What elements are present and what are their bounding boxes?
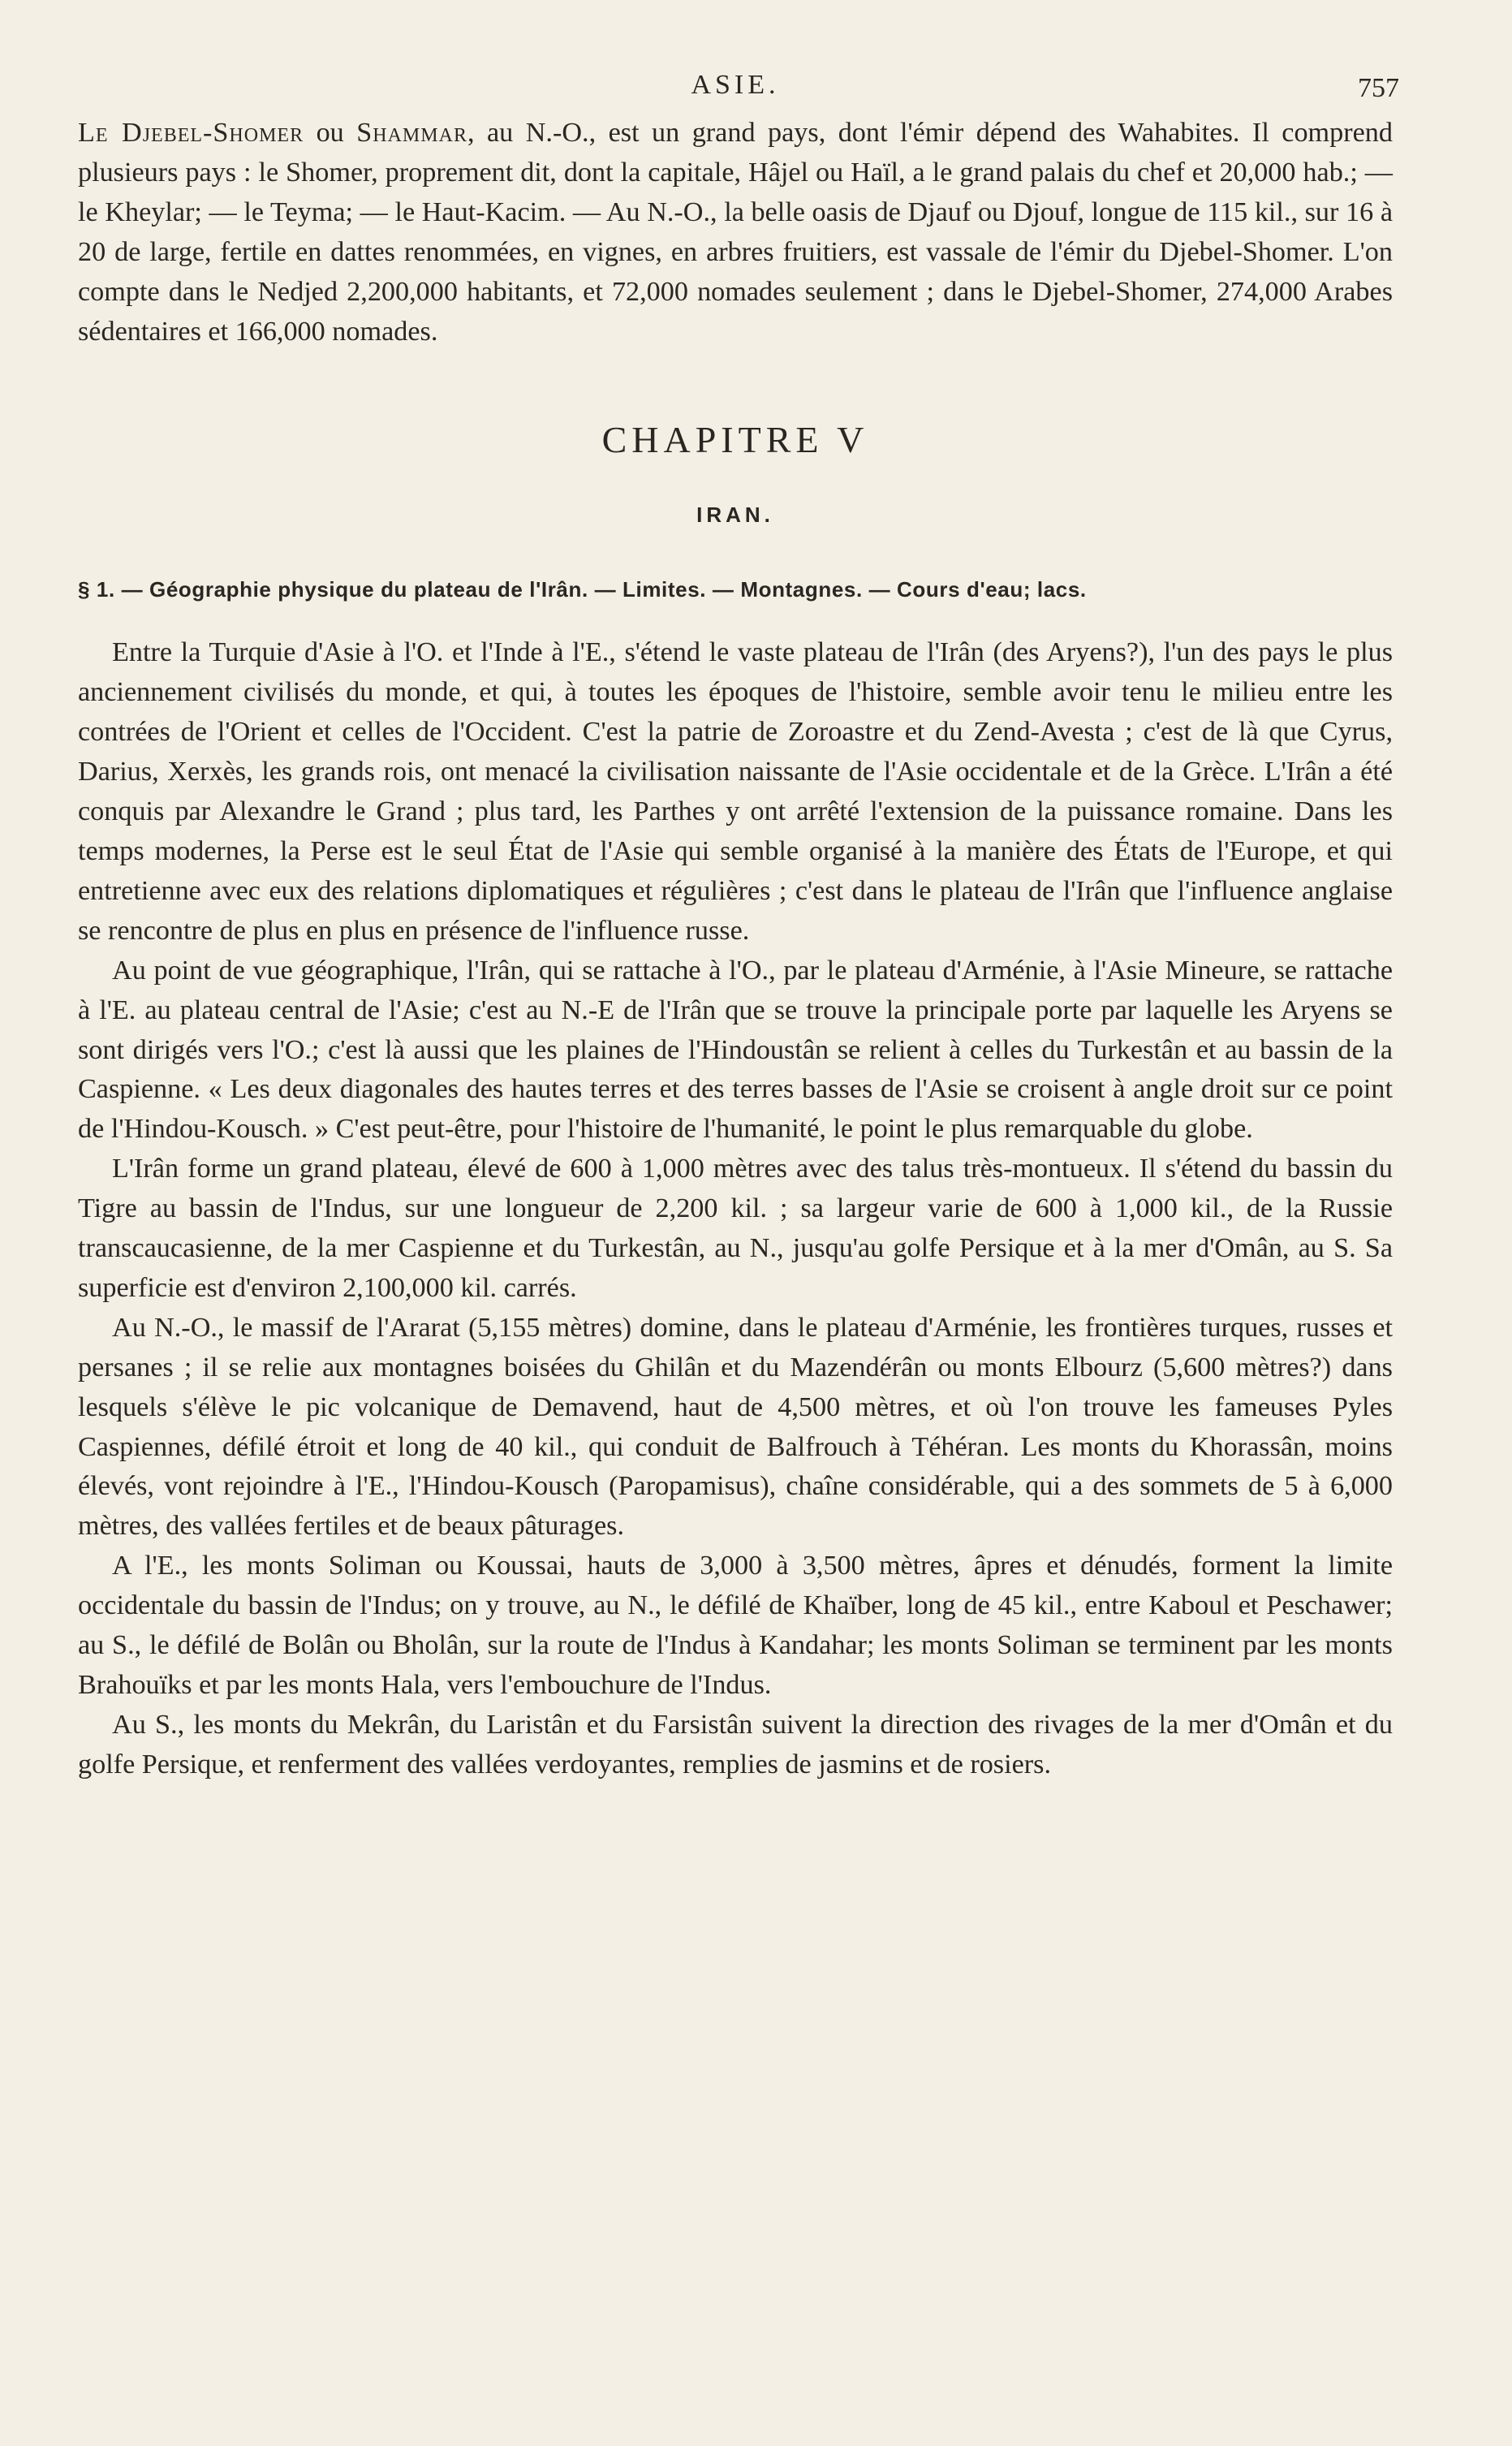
paragraph: L'Irân forme un grand plateau, élevé de 600 à 1,000 mètres avec des talus très-montueux. Il s'étend du bassin du Tigre au bassin de l'Indus, sur une longueur de 2,200 kil. ; sa largeur varie de 600 à 1,000 kil., de la Russie transcaucasienne, de la mer Caspienne et du Turkestân, au N., jusqu'au golfe Persique et à la mer d'Omân, au S. Sa superficie est d'environ 2,100,000 kil. carrés. [78, 1154, 1393, 1303]
intro-text: , au N.-O., est un grand pays, dont l'émir dépend des Wahabites. Il comprend plusieurs pays : le Shomer, proprement dit, dont la capitale, Hâjel ou Haïl, a le grand palais du chef et 20,000 hab.; — le Kheylar; — le Teyma; — le Haut-Kacim. — Au N.-O., la belle oasis de Djauf ou Djouf, longue de 115 kil., sur 16 à 20 de large, fertile en dattes renommées, en vignes, en arbres fruitiers, est vassale de l'émir du Djebel-Shomer. L'on compte dans le Nedjed 2,200,000 habitants, et 72,000 nomades seulement ; dans le Djebel-Shomer, 274,000 Arabes sédentaires et 166,000 nomades. [78, 118, 1393, 347]
paragraph: Au S., les monts du Mekrân, du Laristân et du Farsistân suivent la direction des rivages de la mer d'Omân et du golfe Persique, et renferment des vallées verdoyantes, remplies de jasmins et de rosiers. [78, 1709, 1393, 1779]
paragraph: Au point de vue géographique, l'Irân, qui se rattache à l'O., par le plateau d'Arménie, à l'Asie Mineure, se rattache à l'E. au plateau central de l'Asie; c'est au N.-E de l'Irân que se trouve la principale porte par laquelle les Aryens se sont dirigés vers l'O.; c'est là aussi que les plaines de l'Hindoustân se relient à celles du Turkestân et au bassin de la Caspienne. « Les deux diagonales des hautes terres et des terres basses de l'Asie se croisent à angle droit sur ce point de l'Hindou-Kousch. » C'est peut-être, pour l'histoire de l'humanité, le point le plus remarquable du globe. [78, 955, 1393, 1145]
body-text [78, 633, 1393, 1784]
paragraph: Au N.-O., le massif de l'Ararat (5,155 mètres) domine, dans le plateau d'Arménie, les frontières turques, russes et persanes ; il se relie aux montagnes boisées du Ghilân et du Mazendérân ou monts Elbourz (5,600 mètres?) dans lesquels s'élève le pic volcanique de Demavend, haut de 4,500 mètres, et où l'on trouve les fameuses Pyles Caspiennes, défilé étroit et long de 40 kil., qui conduit de Balfrouch à Téhéran. Les monts du Khorassân, moins élevés, vont rejoindre à l'E., l'Hindou-Kousch (Paropamisus), chaîne considérable, qui a des sommets de 5 à 6,000 mètres, des vallées fertiles et de beaux pâturages. [78, 1312, 1393, 1542]
intro-paragraph [78, 114, 1393, 352]
intro-term-djebel-shomer: Le Djebel-Shomer [78, 118, 304, 148]
intro-or: ou [304, 118, 357, 148]
running-head [78, 65, 1399, 114]
running-title: ASIE. [691, 70, 780, 100]
section-heading: § 1. — Géographie physique du plateau de l'Irân. — Limites. — Montagnes. — Cours d'eau; lacs. [78, 577, 1087, 602]
chapter-subtitle: IRAN. [696, 503, 774, 528]
chapter-title: CHAPITRE V [601, 419, 869, 461]
page [78, 65, 1399, 1785]
intro-term-shammar: Shammar [356, 118, 467, 148]
paragraph: Entre la Turquie d'Asie à l'O. et l'Inde à l'E., s'étend le vaste plateau de l'Irân (des Aryens?), l'un des pays le plus anciennement civilisés du monde, et qui, à toutes les époques de l'histoire, semble avoir tenu le milieu entre les contrées de l'Orient et celles de l'Occident. C'est la patrie de Zoroastre et du Zend-Avesta ; c'est de là que Cyrus, Darius, Xerxès, les grands rois, ont menacé la civilisation naissante de l'Asie occidentale et de la Grèce. L'Irân a été conquis par Alexandre le Grand ; plus tard, les Parthes y ont arrêté l'extension de la puissance romaine. Dans les temps modernes, la Perse est le seul État de l'Asie qui semble organisé à la manière des États de l'Europe, et qui entretienne avec eux des relations diplomatiques et régulières ; c'est dans le plateau de l'Irân que l'influence anglaise se rencontre de plus en plus en présence de l'influence russe. [78, 637, 1393, 946]
page-number: 757 [1358, 73, 1399, 103]
paragraph: A l'E., les monts Soliman ou Koussai, hauts de 3,000 à 3,500 mètres, âpres et dénudés, forment la limite occidentale du bassin de l'Indus; on y trouve, au N., le défilé de Khaïber, long de 45 kil., entre Kaboul et Peschawer; au S., le défilé de Bolân ou Bholân, sur la route de l'Indus à Kandahar; les monts Soliman se terminent par les monts Brahouïks et par les monts Hala, vers l'embouchure de l'Indus. [78, 1551, 1393, 1700]
